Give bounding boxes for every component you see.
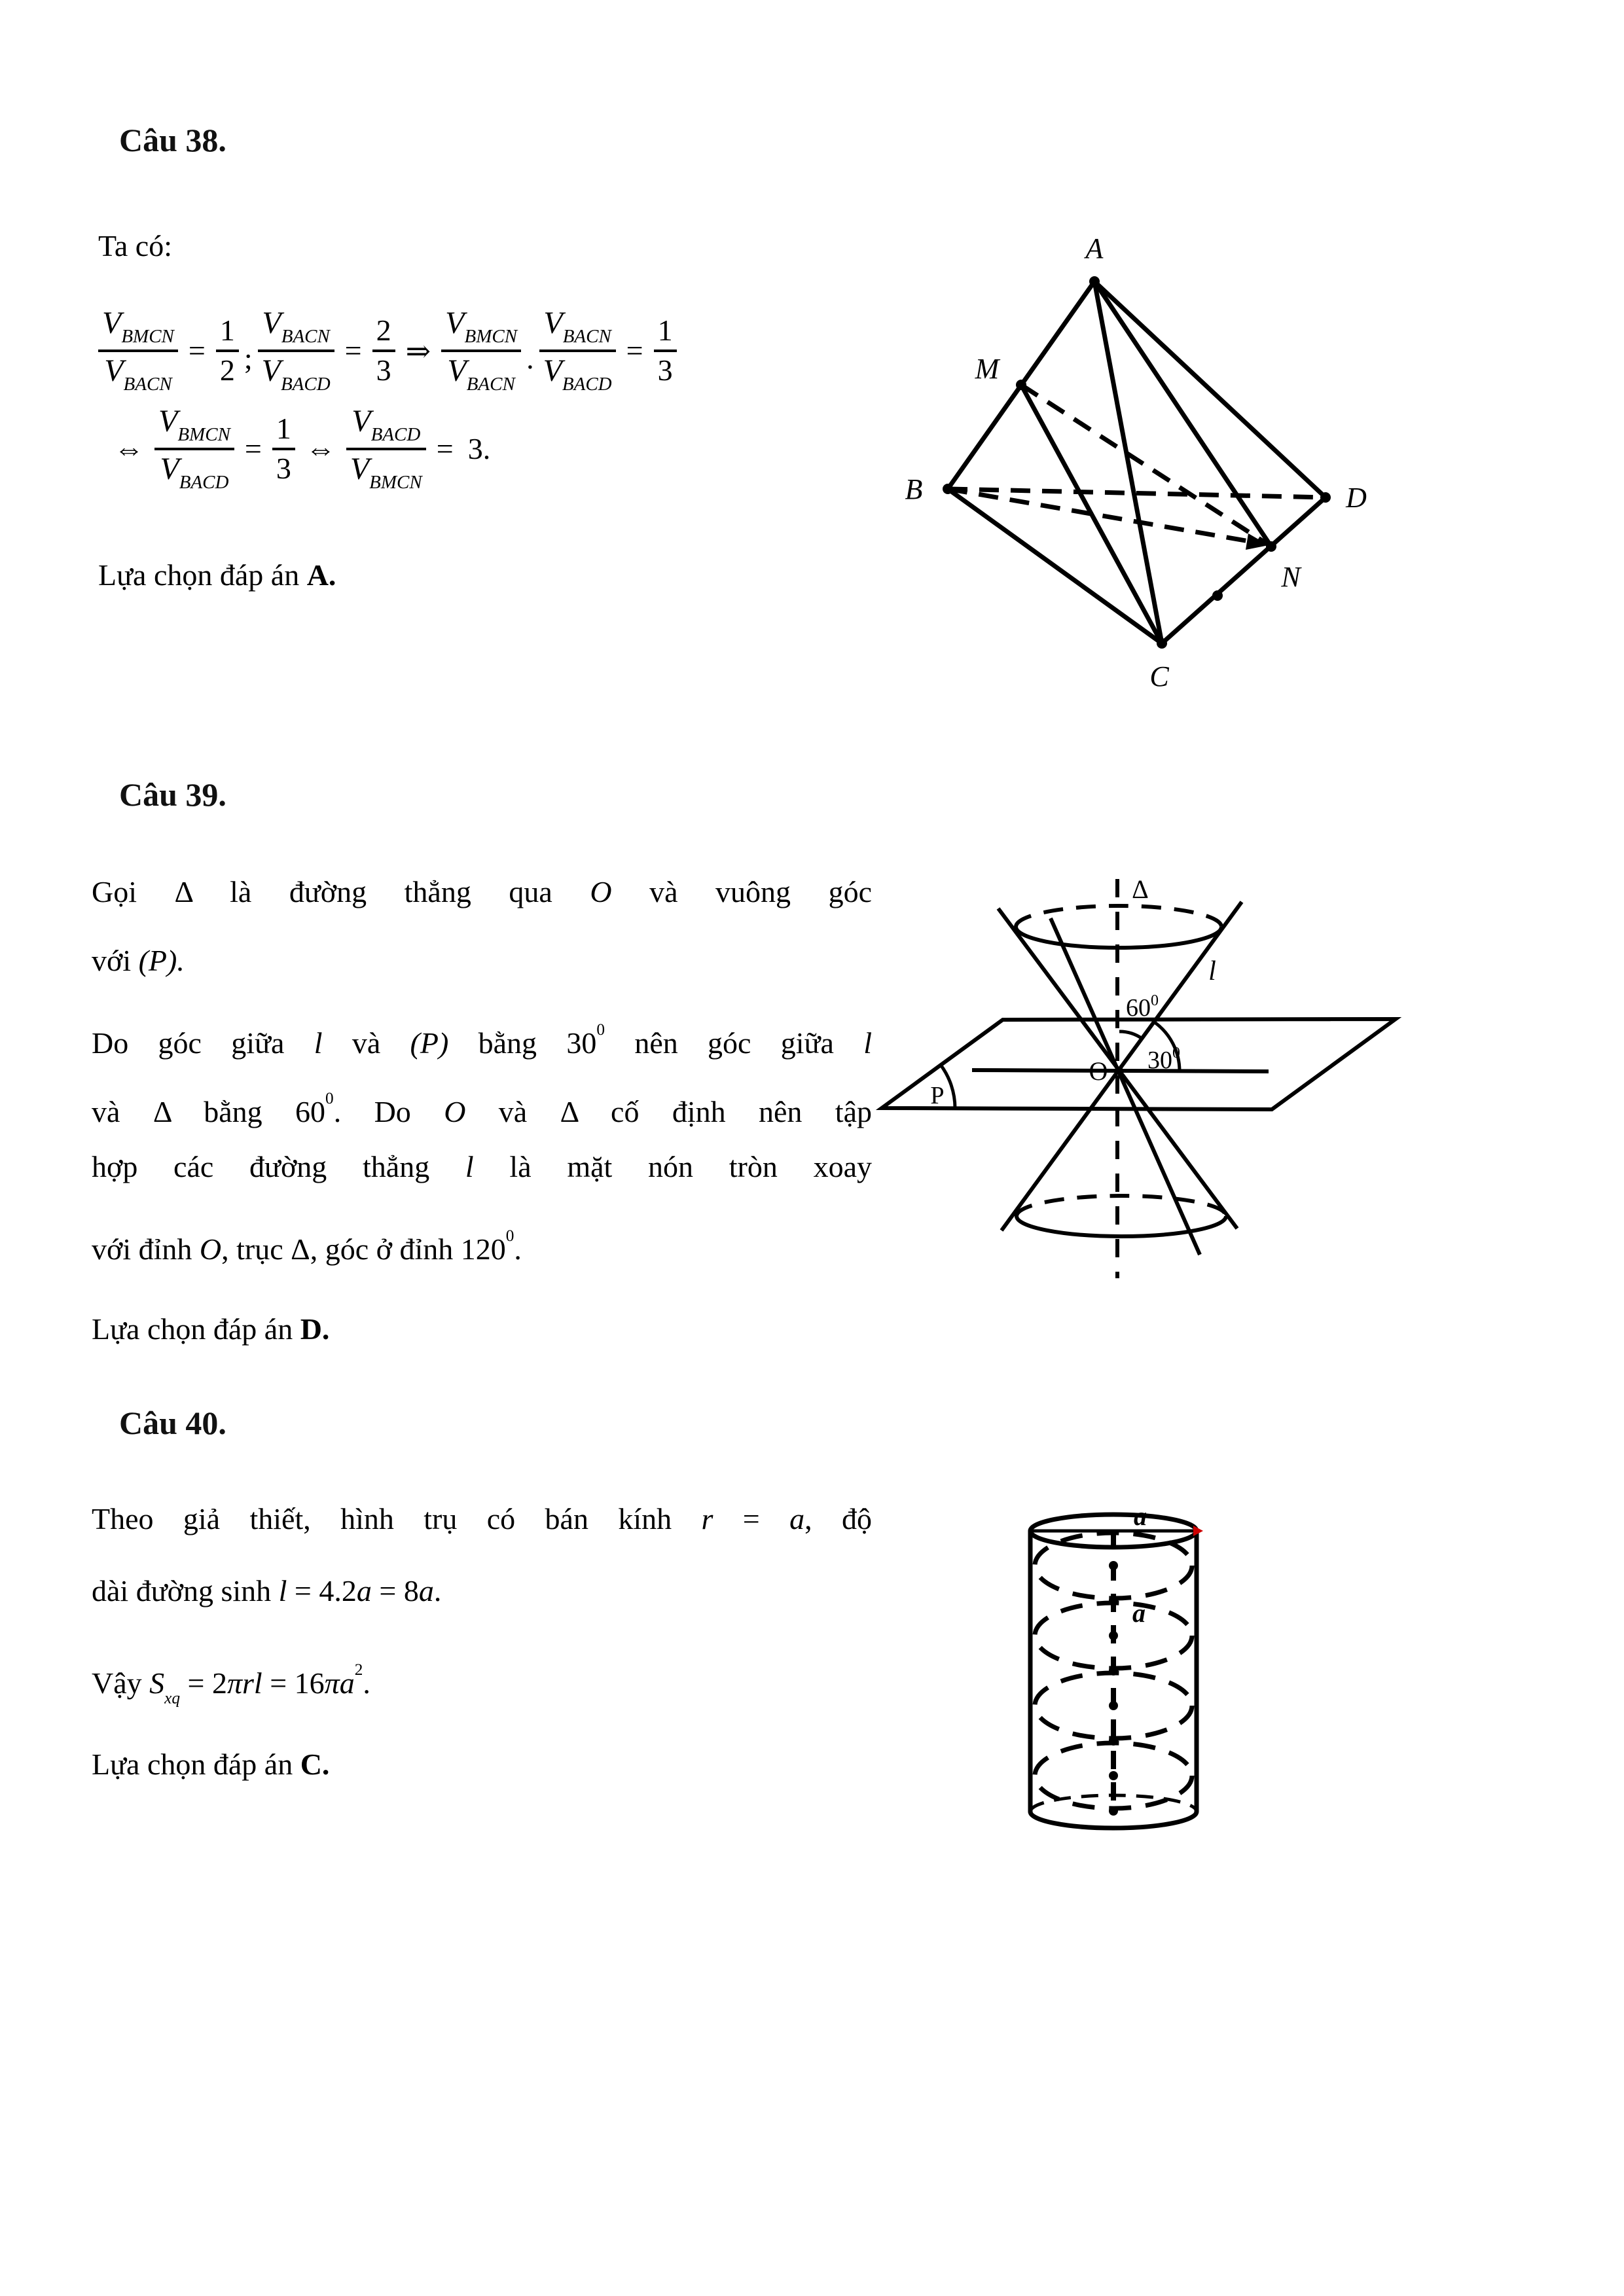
edge-cd [1162,497,1326,643]
lower-ellipse-back-arc [1017,1196,1226,1216]
q38-intro: Ta có: [98,229,173,262]
cone-figure [844,844,1440,1309]
arc-60-degrees [1119,1031,1142,1039]
line-label-l: l [1208,956,1216,986]
point-o-dot [1115,1067,1123,1075]
q40-heading: Câu 40. [119,1405,226,1441]
q39-line-5: hợp các đường thẳng l là mặt nón tròn xoay [92,1150,872,1183]
vertex-label-c: C [1149,660,1169,692]
q38-formula-line-2: ⇔ $\frac{V_{BMCN}}{V_{BACD}}$ = $\frac{1}{3}$ ⇔ $\frac{V_{BACD}}{V_{BMCN}}$ = 3. [114,404,491,493]
axis-label-delta: Δ [1132,874,1149,904]
q39-line-3: Do góc giữa l và (P) bằng $30^0$ nên góc giữa l [92,1020,872,1060]
ball-center-dot-3 [1109,1701,1118,1710]
q39-line-6: với đỉnh O, trục Δ, góc ở đỉnh $120^0$. [92,1227,522,1266]
q39-heading: Câu 39. [119,776,226,813]
point-label-o: O [1089,1056,1108,1086]
vertex-dot-a [1089,276,1100,287]
cone-generator-lines [998,902,1242,1255]
segment-mc [1021,385,1162,643]
q39-line-2: với (P). [92,944,185,977]
vertex-label-n: N [1281,561,1301,593]
angle-label-30: $30^0$ [1147,1045,1180,1074]
q39-answer-line: Lựa chọn đáp án D. [92,1312,330,1346]
vertex-label-b: B [905,473,923,505]
q39-line-4: và Δ bằng $60^0$. Do O và Δ cố định nên tập [92,1089,872,1128]
ball-center-dot-1 [1109,1561,1118,1570]
q40-line-1: Theo giả thiết, hình trụ có bán kính r = a, độ [92,1502,872,1535]
radius-label-top: a [1134,1501,1147,1531]
ball-center-dot-2 [1109,1631,1118,1640]
q40-answer-line: Lựa chọn đáp án C. [92,1748,330,1781]
tetrahedron-figure [884,216,1407,713]
vertex-dot-b [943,484,953,494]
plane-label-p: P [930,1082,945,1109]
tangent-dot-1 [1109,1596,1118,1605]
tangent-dot-3 [1109,1736,1118,1746]
cylinder-figure [1008,1491,1244,1857]
cylinder-labels [1132,1501,1147,1628]
q40-line-3: Vậy $S_{xq} = 2\pi rl = 16\pi a^2$. [92,1660,370,1708]
q38-formula-line-1: $\frac{V_{BMCN}}{V_{BACN}}$ = $\frac{1}{2}$ ; $\frac{V_{BACN}}{V_{BACD}}$ = $\frac{2}{3}$ ⇒ $\frac{V_{BMCN}}{V_{BACN}}$ . $\frac{V_{BACN}}{V_{BACD}}$ = $\frac{1}{3}$ [98,306,677,395]
edge-bc [948,489,1162,643]
vertex-dot-n [1266,541,1276,552]
tangent-dot-2 [1109,1666,1118,1676]
q39-line-1: Gọi Δ là đường thẳng qua O và vuông góc [92,875,872,908]
generator-line-l [1001,902,1242,1230]
lower-ellipse-front-arc [1017,1216,1226,1236]
vertex-dot-c [1157,638,1167,649]
cone-labels [930,874,1216,1109]
vertex-label-d: D [1346,482,1367,514]
vertex-dot-d [1320,492,1331,503]
generator-left-inner [1051,918,1200,1255]
ball-center-dot-4 [1109,1771,1118,1780]
angle-label-60: $60^0$ [1126,992,1159,1022]
vertex-dot-m [1016,380,1026,390]
tangent-dot-4 [1109,1806,1118,1816]
q40-line-2: dài đường sinh l = 4.2a = 8a. [92,1574,442,1607]
vertex-label-a: A [1085,232,1104,264]
midpoint-dot-cn [1212,590,1223,601]
tetrahedron-solid-edges [948,281,1326,643]
q38-heading: Câu 38. [119,122,226,158]
q38-answer-line: Lựa chọn đáp án A. [98,558,336,592]
radius-label-mid: a [1132,1598,1146,1628]
vertex-label-m: M [975,353,1000,385]
